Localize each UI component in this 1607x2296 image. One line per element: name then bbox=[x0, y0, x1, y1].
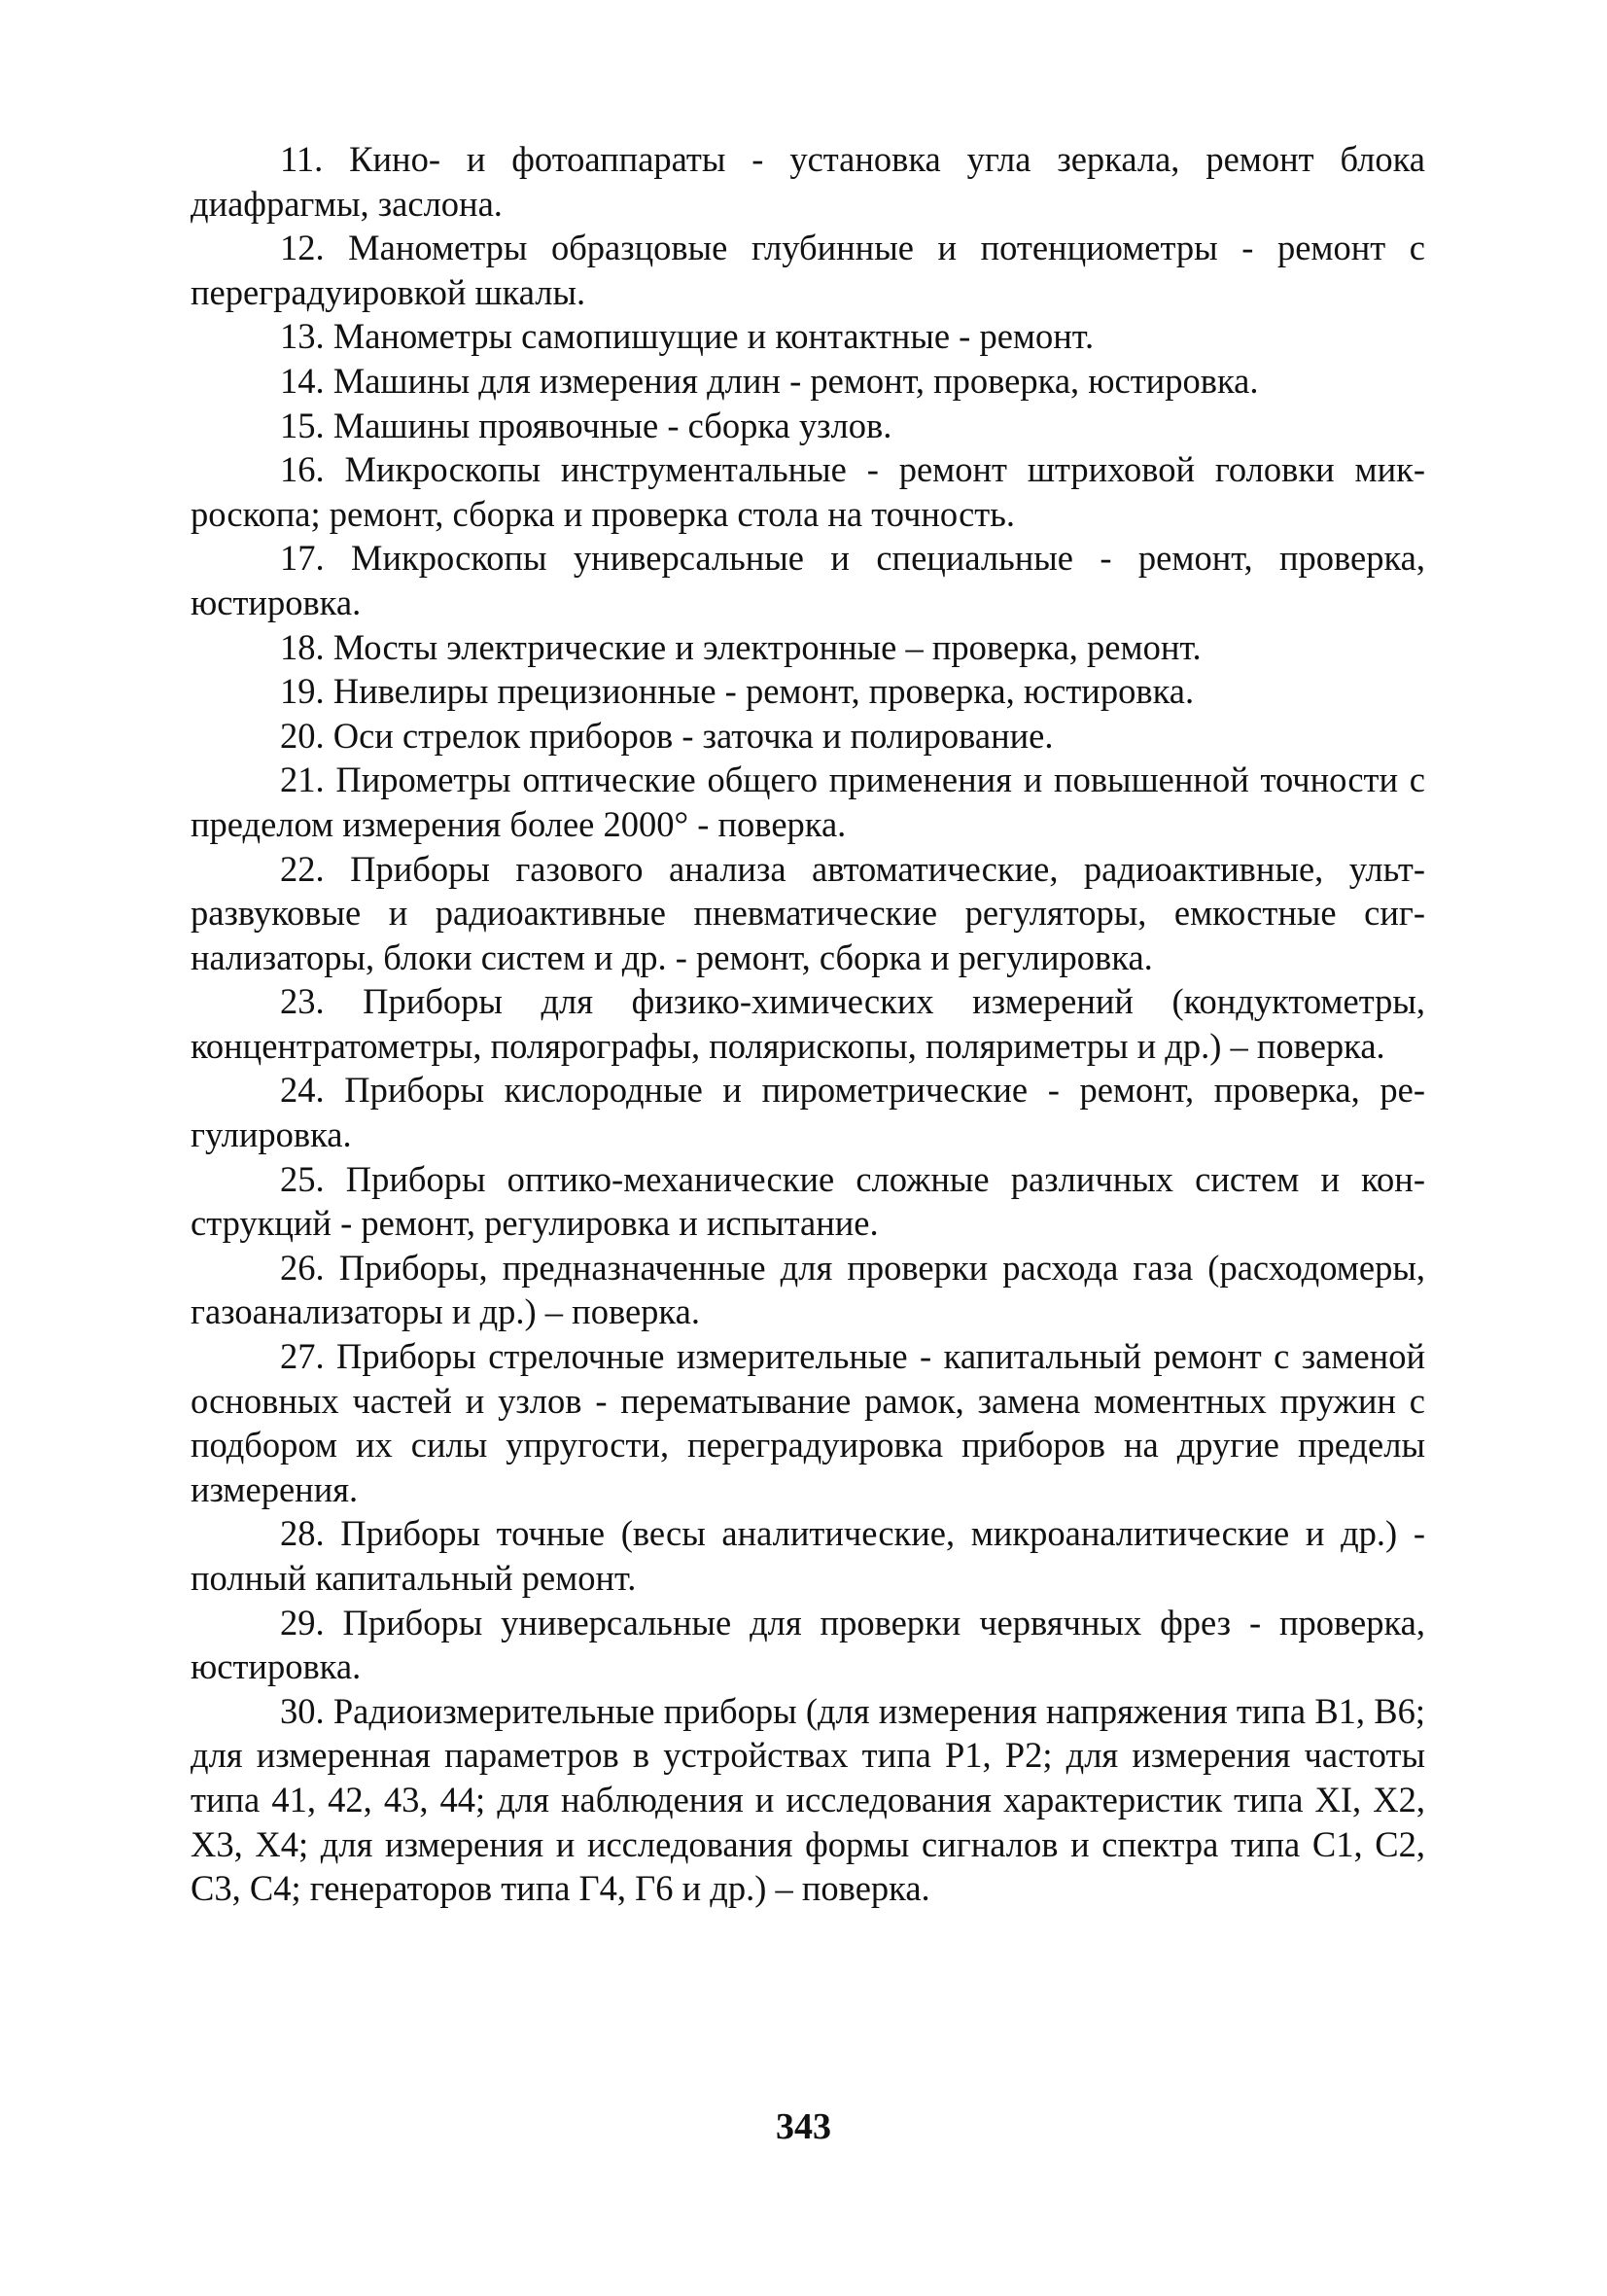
list-item: 25. Приборы оптико-механические сложные различных систем и конструкций - ремонт, регулировка и испытание. bbox=[191, 1158, 1425, 1244]
document-body bbox=[191, 137, 1425, 1911]
list-item: 13. Манометры самопишущие и контактные - ремонт. bbox=[280, 316, 1095, 357]
list-item: 17. Микроскопы универсальные и специальные - ремонт, проверка, юстировка. bbox=[191, 538, 1425, 622]
list-item: 26. Приборы, предназначенные для проверки расхода газа (расходомеры, газоанализаторы и др.) – поверка. bbox=[191, 1247, 1425, 1332]
list-item: 24. Приборы кислородные и пирометрические - ремонт, проверка, регулировка. bbox=[191, 1070, 1425, 1155]
list-item: 18. Мосты электрические и электронные – проверка, ремонт. bbox=[280, 626, 1202, 667]
list-item: 14. Машины для измерения длин - ремонт, проверка, юстировка. bbox=[280, 360, 1259, 401]
list-item: 20. Оси стрелок приборов - заточка и полирование. bbox=[280, 715, 1054, 756]
list-item: 23. Приборы для физико-химических измерений (кондуктометры, концентратометры, полярографы, полярископы, поляриметры и др.) – поверка. bbox=[191, 981, 1425, 1066]
list-item: 21. Пирометры оптические общего применения и повышенной точности с пределом измерения более 2000° - поверка. bbox=[191, 759, 1425, 844]
list-item: 16. Микроскопы инструментальные - ремонт штриховой головки микроскопа; ремонт, сборка и проверка стола на точность. bbox=[191, 449, 1425, 534]
list-item: 15. Машины проявочные - сборка узлов. bbox=[280, 405, 892, 445]
list-item: 29. Приборы универсальные для проверки червячных фрез - проверка, юстировка. bbox=[191, 1602, 1425, 1687]
list-item: 22. Приборы газового анализа автоматические, радиоактивные, ультразвуковые и радиоактивные пневматические регуляторы, емкостные сигнализаторы, блоки систем и др. - ремонт, сборка и регулировка. bbox=[191, 848, 1425, 977]
page-number: 343 bbox=[776, 2106, 831, 2147]
list-item: 11. Кино- и фотоаппараты - установка угла зеркала, ремонт блока диафрагмы, заслона. bbox=[191, 139, 1425, 224]
list-item: 19. Нивелиры прецизионные - ремонт, проверка, юстировка. bbox=[280, 671, 1195, 712]
list-item: 28. Приборы точные (весы аналитические, микроаналитические и др.) - полный капитальный ремонт. bbox=[191, 1513, 1425, 1598]
list-item: 12. Манометры образцовые глубинные и потенциометры - ремонт с переградуировкой шкалы. bbox=[191, 228, 1425, 312]
list-item: 30. Радиоизмерительные приборы (для измерения напряжения типа В1, В6; для измеренная параметров в устройствах типа Р1, Р2; для измерения частоты типа 41, 42, 43, 44; для наблюдения и исследования характеристик типа XI, X2, X3, X4; для измерения и исследования формы сигналов и спектра типа С1, С2, С3, С4; генераторов типа Г4, Г6 и др.) – поверка. bbox=[191, 1690, 1425, 1909]
list-item: 27. Приборы стрелочные измерительные - капитальный ремонт с заменой основных частей и узлов - перематывание рамок, замена моментных пружин с подбором их силы упругости, переградуировка приборов на другие пределы измерения. bbox=[191, 1336, 1425, 1509]
